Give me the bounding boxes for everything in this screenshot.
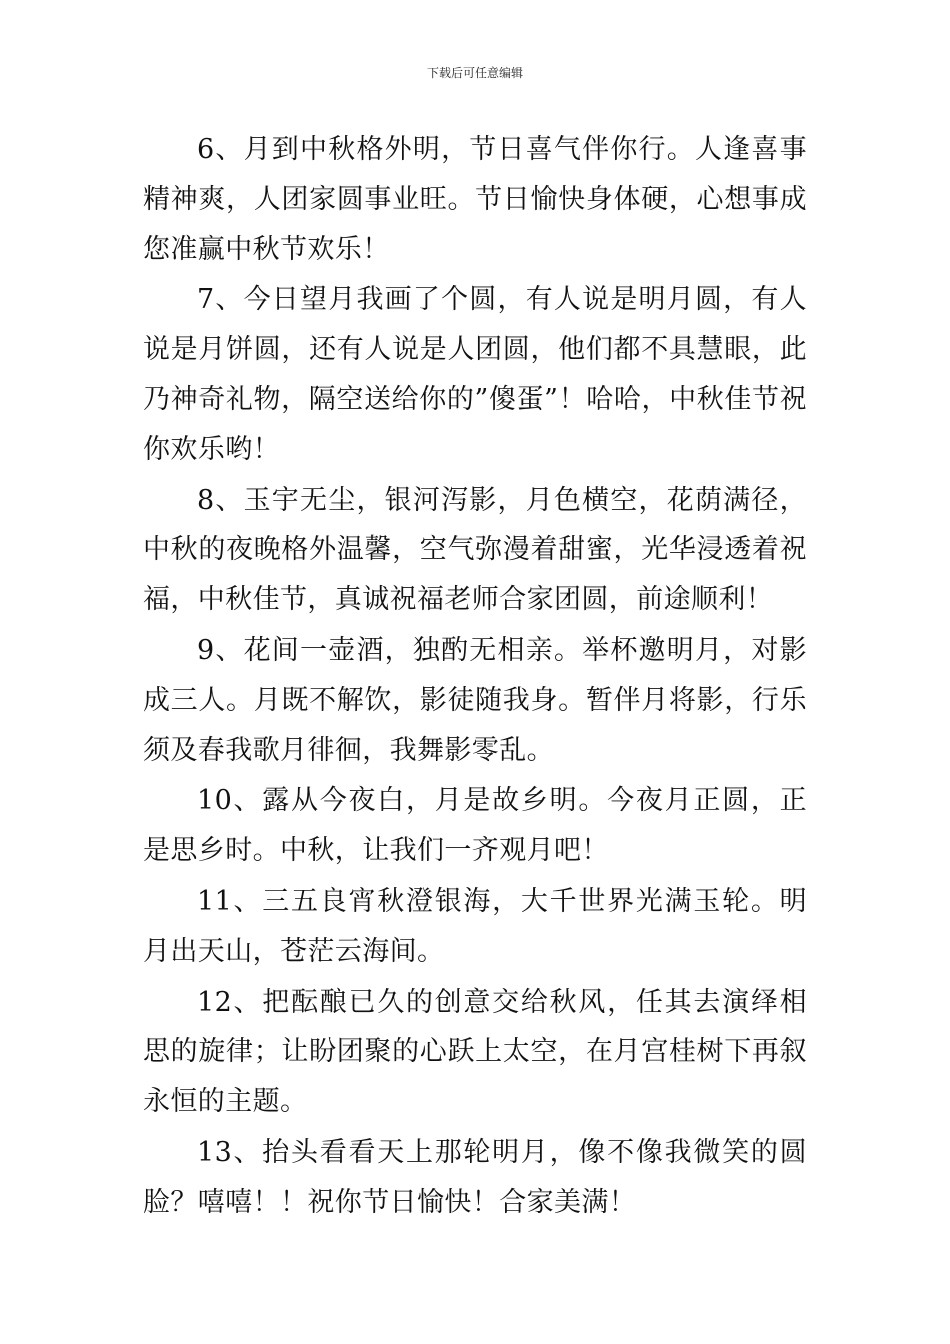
paragraph-8: 8、玉宇无尘，银河泻影，月色横空，花荫满径，中秋的夜晚格外温馨，空气弥漫着甜蜜，光华浸透着祝福，中秋佳节，真诚祝福老师合家团圆，前途顺利！	[143, 484, 807, 616]
paragraph-10: 10、露从今夜白，月是故乡明。今夜月正圆，正是思乡时。中秋，让我们一齐观月吧！	[143, 785, 807, 867]
paragraph-7: 7、今日望月我画了个圆，有人说是明月圆，有人说是月饼圆，还有人说是人团圆，他们都不具慧眼，此乃神奇礼物，隔空送给你的”傻蛋”！哈哈，中秋佳节祝你欢乐哟！	[143, 284, 807, 465]
paragraph-12: 12、把酝酿已久的创意交给秋风，任其去演绎相思的旋律；让盼团聚的心跃上太空，在月宫桂树下再叙永恒的主题。	[143, 986, 807, 1118]
page-header-note: 下载后可任意编辑	[426, 66, 523, 80]
paragraph-13: 13、抬头看看天上那轮明月，像不像我微笑的圆脸？嘻嘻！！祝你节日愉快！合家美满！	[143, 1136, 807, 1218]
paragraph-6: 6、月到中秋格外明，节日喜气伴你行。人逢喜事精神爽，人团家圆事业旺。节日愉快身体硬，心想事成您准赢中秋节欢乐！	[143, 134, 807, 265]
document-body	[143, 125, 807, 1229]
paragraph-9: 9、花间一壶酒，独酌无相亲。举杯邀明月，对影成三人。月既不解饮，影徒随我身。暂伴月将影，行乐须及春我歌月徘徊，我舞影零乱。	[143, 634, 807, 766]
paragraph-11: 11、三五良宵秋澄银海，大千世界光满玉轮。明月出天山，苍茫云海间。	[143, 885, 807, 967]
